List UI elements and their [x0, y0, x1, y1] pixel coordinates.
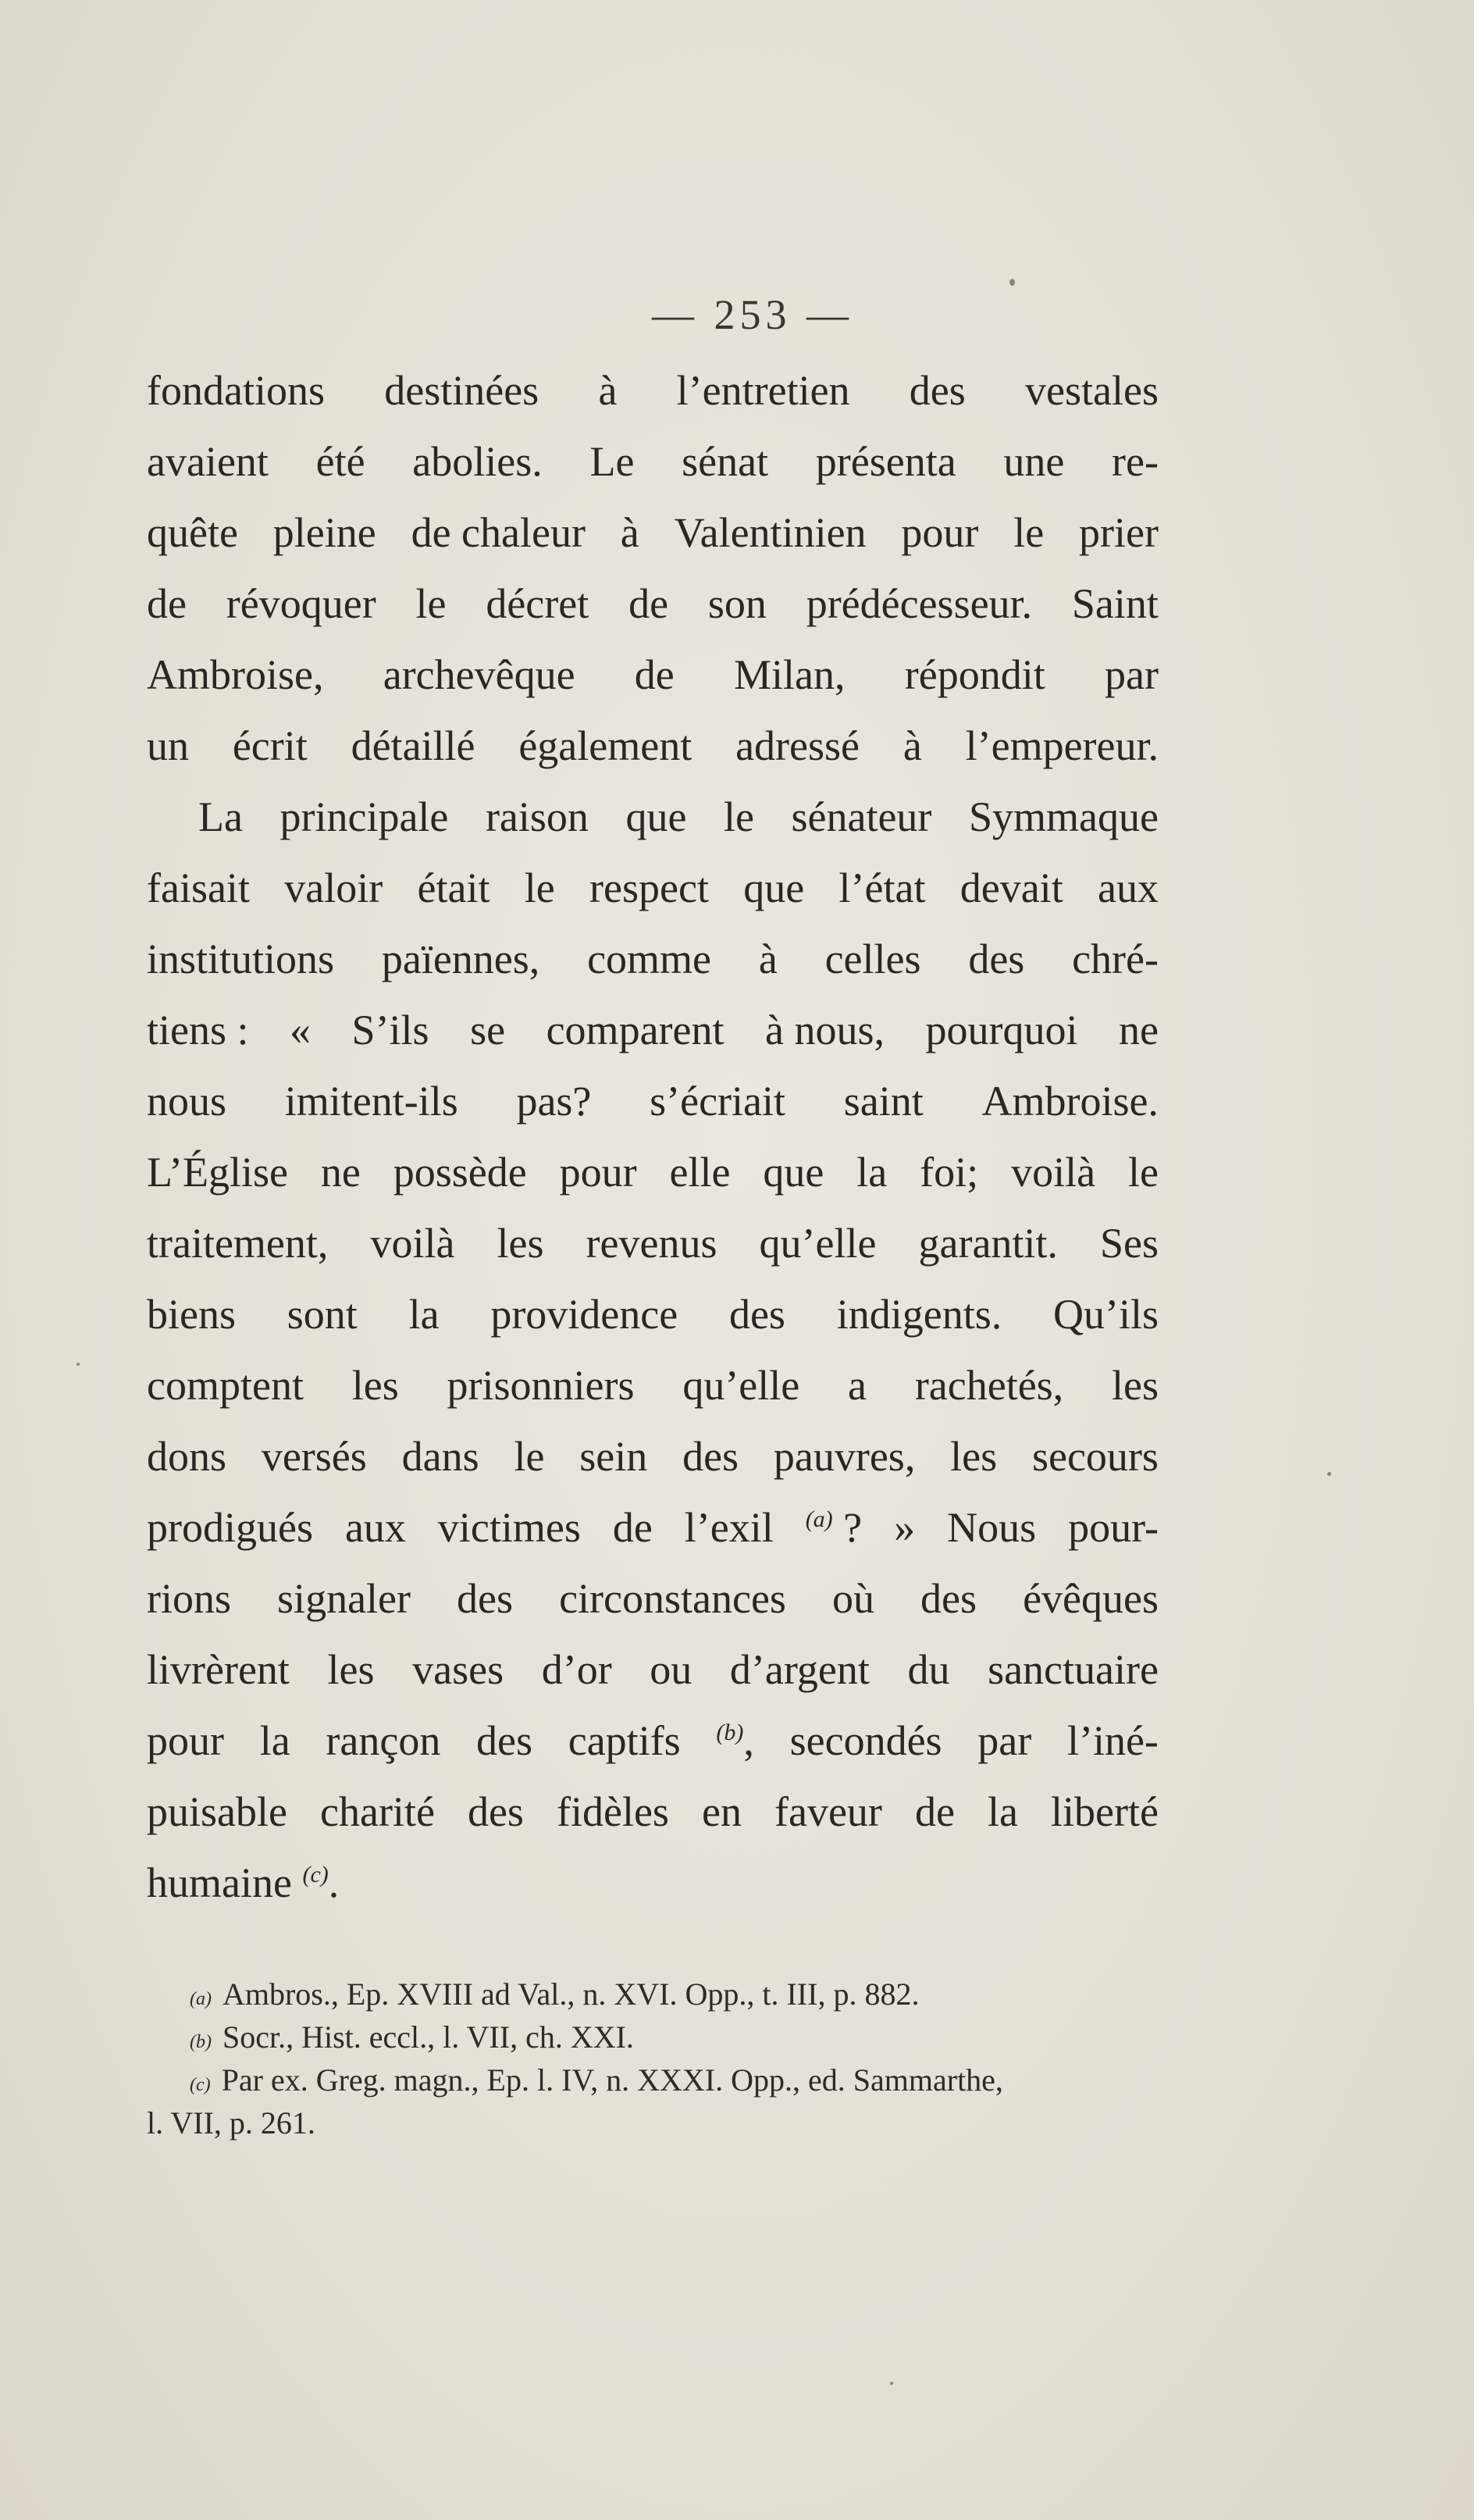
text-line: Ambroise, archevêque de Milan, répondit par [147, 651, 1159, 698]
page-number: — 253 — [652, 291, 853, 338]
footnote-reference: (c) [302, 1862, 329, 1887]
text-line: tiens : « S’ils se comparent à nous, pourquoi ne [147, 1007, 1159, 1053]
text-line: L’Église ne possède pour elle que la foi; voilà le [147, 1149, 1159, 1196]
footnote-c-continuation [147, 2101, 1159, 2144]
text-line: un écrit détaillé également adressé à l’empereur. [147, 722, 1159, 769]
footnote-text: Ambros., Ep. XVIII ad Val., n. XVI. Opp., t. III, p. 882. [222, 1976, 920, 2012]
text-line: de révoquer le décret de son prédécesseur. Saint [147, 580, 1159, 627]
paper-speck [890, 2382, 893, 2385]
footnote-c: (c) Par ex. Greg. magn., Ep. l. IV, n. XXXI. Opp., ed. Sammarthe, [147, 2058, 1159, 2101]
footnote-a: (a) Ambros., Ep. XVIII ad Val., n. XVI. Opp., t. III, p. 882. [147, 1973, 1159, 2016]
text-line: biens sont la providence des indigents. Qu’ils [147, 1291, 1159, 1338]
text-line: institutions païennes, comme à celles des chré- [147, 936, 1159, 982]
text-line: nous imitent-ils pas? s’écriait saint Ambroise. [147, 1078, 1159, 1125]
text-line: puisable charité des fidèles en faveur de la liberté [147, 1788, 1159, 1835]
text-line: dons versés dans le sein des pauvres, les secours [147, 1433, 1159, 1480]
body-text [147, 355, 1159, 1919]
paper-speck [1009, 279, 1015, 286]
text-line: faisait valoir était le respect que l’état devait aux [147, 864, 1159, 911]
text-line: quête pleine de chaleur à Valentinien pour le prier [147, 509, 1159, 556]
paper-speck [77, 1363, 80, 1366]
text-line: prodigués aux victimes de l’exil $^{(a)}$ ? » Nous pour- [147, 1504, 1159, 1551]
text-line: fondations destinées à l’entretien des vestales [147, 367, 1159, 414]
paper-speck [1327, 1472, 1331, 1476]
text-line: comptent les prisonniers qu’elle a rachetés, les [147, 1362, 1159, 1409]
text-line: livrèrent les vases d’or ou d’argent du sanctuaire [147, 1646, 1159, 1693]
footnote-reference: (a) [805, 1506, 833, 1532]
text-line: La principale raison que le sénateur Symmaque [198, 793, 1159, 840]
footnote-text: l. VII, p. 261. [147, 2105, 315, 2140]
text-line: traitement, voilà les revenus qu’elle garantit. Ses [147, 1220, 1159, 1267]
footnote-reference: (b) [716, 1720, 744, 1745]
footnote-text: Par ex. Greg. magn., Ep. l. IV, n. XXXI. Opp., ed. Sammarthe, [221, 2062, 1003, 2098]
footnotes [147, 1973, 1159, 2144]
text-line: avaient été abolies. Le sénat présenta une re- [147, 438, 1159, 485]
text-line: rions signaler des circonstances où des évêques [147, 1575, 1159, 1622]
footnote-b: (b) Socr., Hist. eccl., l. VII, ch. XXI. [147, 2016, 1159, 2058]
text-line: pour la rançon des captifs $^{(b)}$, secondés par l’iné- [147, 1717, 1159, 1764]
text-line: humaine $^{(c)}$. [147, 1859, 340, 1906]
footnote-text: Socr., Hist. eccl., l. VII, ch. XXI. [222, 2019, 634, 2055]
